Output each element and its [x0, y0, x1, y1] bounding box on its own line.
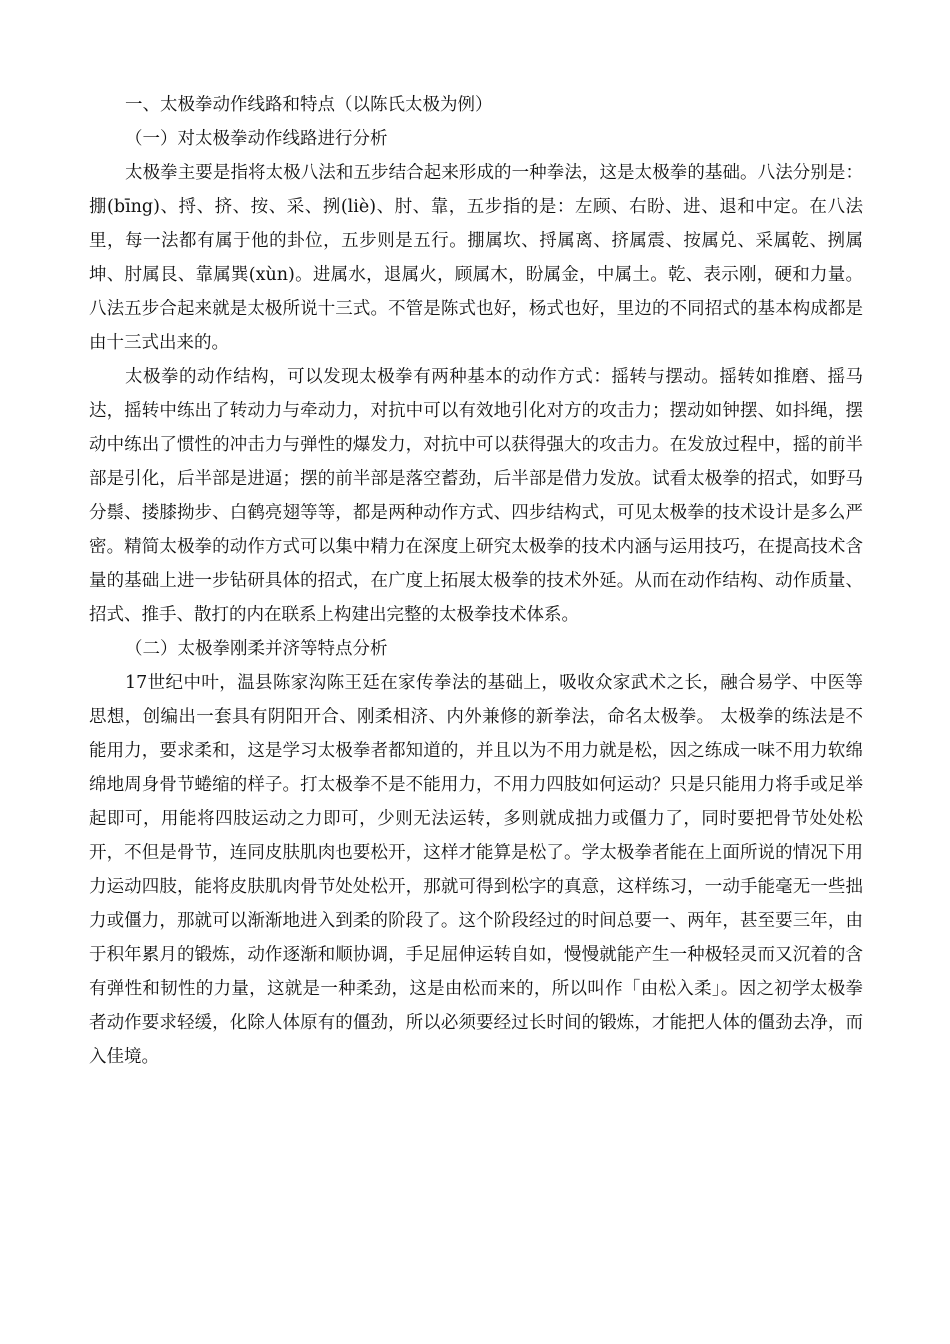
- subsection-title-1: （一）对太极拳动作线路进行分析: [125, 129, 388, 149]
- paragraph-gangrou: 17世纪中叶，温县陈家沟陈王廷在家传拳法的基础上，吸收众家武术之长，融合易学、中医等思想，创编出一套具有阴阳开合、刚柔相济、内外兼修的新拳法，命名太极拳。 太极拳的练法是不能用力，要求柔和，这是学习太极拳者都知道的，并且以为不用力就是松，因之练成一味不用力软绵绵地周身骨节蜷缩的样子。打太极拳不是不能用力，不用力四肢如何运动？只是只能用力将手或足举起即可，用能将四肢运动之力即可，少则无法运转，多则就成拙力或僵力了，同时要把骨节处处松开，不但是骨节，连同皮肤肌肉也要松开，这样才能算是松了。学太极拳者能在上面所说的情况下用力运动四肢，能将皮肤肌肉骨节处处松开，那就可得到松字的真意，这样练习，一动手能毫无一些拙力或僵力，那就可以渐渐地进入到柔的阶段了。这个阶段经过的时间总要一、两年，甚至要三年，由于积年累月的锻炼，动作逐渐和顺协调，手足屈伸运转自如，慢慢就能产生一种极轻灵而又沉着的含有弹性和韧性的力量，这就是一种柔劲，这是由松而来的，所以叫作「由松入柔」。因之初学太极拳者动作要求轻缓，化除人体原有的僵劲，所以必须要经过长时间的锻炼，才能把人体的僵劲去净，而入佳境。: [89, 673, 863, 1067]
- paragraph-action-structure: 太极拳的动作结构，可以发现太极拳有两种基本的动作方式：摇转与摆动。摇转如推磨、摇马达，摇转中练出了转动力与牵动力，对抗中可以有效地引化对方的攻击力；摆动如钟摆、如抖绳，摆动中练出了惯性的冲击力与弹性的爆发力，对抗中可以获得强大的攻击力。在发放过程中，摇的前半部是引化，后半部是进逼；摆的前半部是落空蓄劲，后半部是借力发放。试看太极拳的招式，如野马分鬃、搂膝拗步、白鹤亮翅等等，都是两种动作方式、四步结构式，可见太极拳的技术设计是多么严密。精简太极拳的动作方式可以集中精力在深度上研究太极拳的技术内涵与运用技巧，在提高技术含量的基础上进一步钻研具体的招式，在广度上拓展太极拳的技术外延。从而在动作结构、动作质量、招式、推手、散打的内在联系上构建出完整的太极拳技术体系。: [89, 367, 863, 625]
- subsection-title-2: （二）太极拳刚柔并济等特点分析: [125, 639, 388, 659]
- document-page: [89, 88, 863, 1074]
- paragraph-bafa-wubu: 太极拳主要是指将太极八法和五步结合起来形成的一种拳法，这是太极拳的基础。八法分别是：掤(bīng)、捋、挤、按、采、挒(liè)、肘、靠，五步指的是：左顾、右盼、进、退和中定。在八法里，每一法都有属于他的卦位，五步则是五行。掤属坎、捋属离、挤属震、按属兑、采属乾、挒属坤、肘属艮、靠属巽(xùn)。进属水，退属火，顾属木，盼属金，中属土。乾、表示刚，硬和力量。八法五步合起来就是太极所说十三式。不管是陈式也好，杨式也好，里边的不同招式的基本构成都是由十三式出来的。: [89, 163, 863, 353]
- section-title: 一、太极拳动作线路和特点（以陈氏太极为例）: [125, 95, 493, 115]
